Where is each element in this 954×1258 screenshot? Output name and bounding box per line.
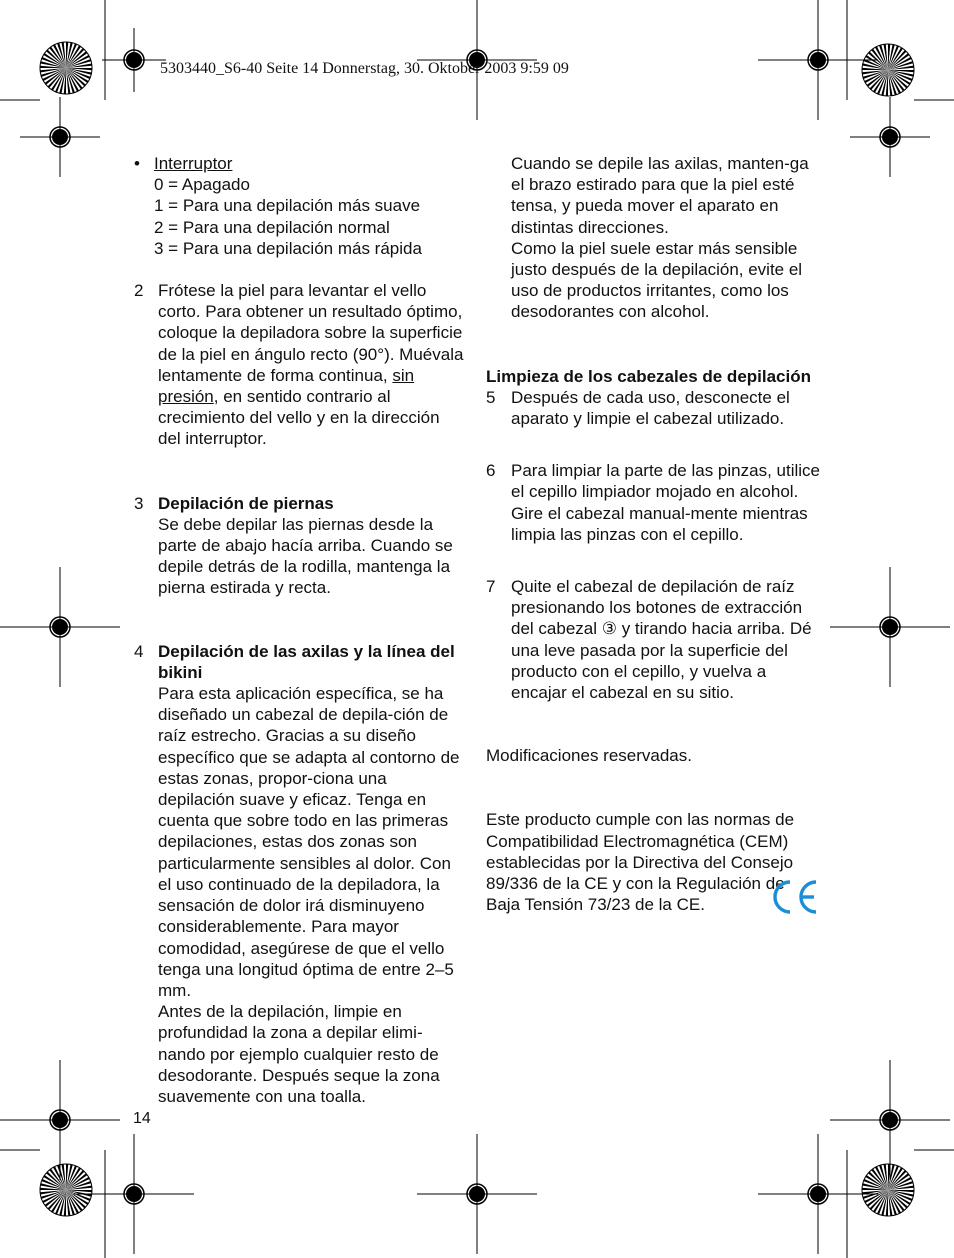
switch-line-0: 0 = Apagado [154, 175, 250, 195]
registration-crosshair [74, 1134, 194, 1254]
step-5-text: Después de cada uso, desconecte el aparato y limpie el cabezal utilizado. [511, 387, 790, 429]
switch-line-2: 2 = Para una depilación normal [154, 217, 390, 237]
modifications-note: Modificaciones reservadas. [486, 746, 692, 766]
registration-crosshair [758, 1134, 878, 1254]
compliance-statement: Este producto cumple con las normas de Compatibilidad Electromagnética (CEM) establecidas por la Directiva del Consejo 89/336 de la CE y con la Regulación de Baja Tensión 73/23 de la CE. [486, 810, 795, 915]
step-7-number: 7 [486, 577, 496, 597]
switch-line-3: 3 = Para una depilación más rápida [154, 238, 422, 258]
axilas-continued [486, 153, 820, 323]
step-3 [134, 493, 464, 599]
step-5 [486, 387, 820, 429]
step-3-title: Depilación de piernas [158, 493, 334, 513]
registration-starburst [40, 42, 92, 94]
right-column [486, 153, 820, 915]
step-2-text-before: Frótese la piel para levantar el vello corto. Para obtener un resultado óptimo, coloque la depiladora sobre la superficie de la piel en ángulo recto (90°). Muévala lentamente de forma continua, [158, 281, 464, 385]
registration-starburst [862, 1164, 914, 1216]
switch-line-1: 1 = Para una depilación más suave [154, 196, 421, 216]
step-5-number: 5 [486, 387, 496, 407]
step-2 [134, 280, 464, 450]
left-column [134, 153, 464, 1107]
registration-crosshair [850, 97, 930, 177]
axilas-paragraph-2: Como la piel suele estar más sensible justo después de la depilación, evite el uso de productos irritantes, como los desodorantes con alcohol. [511, 238, 803, 322]
step-7 [486, 576, 820, 703]
step-6 [486, 460, 820, 545]
step-4-text-2: Antes de la depilación, limpie en profundidad la zona a depilar elimi-nando por ejemplo cualquier resto de desodorante. Después seque la zona suavemente con una toalla. [158, 1002, 440, 1106]
step-4 [134, 641, 464, 1107]
step-2-number: 2 [134, 281, 144, 301]
step-2-text [158, 280, 464, 450]
step-3-number: 3 [134, 493, 144, 513]
step-4-number: 4 [134, 641, 144, 661]
ce-mark-logo [768, 876, 820, 918]
registration-crosshair [758, 0, 878, 120]
registration-crosshair [0, 567, 120, 687]
registration-starburst [862, 44, 914, 96]
registration-crosshair [102, 28, 166, 92]
cleaning-heading: Limpieza de los cabezales de depilación [486, 366, 812, 386]
step-4-title: Depilación de las axilas y la línea del bikini [158, 641, 455, 682]
registration-crosshair [20, 97, 100, 177]
registration-starburst [40, 1164, 92, 1216]
registration-crosshair [0, 1060, 120, 1180]
registration-crosshair [830, 567, 950, 687]
registration-crosshair [417, 1134, 537, 1254]
switch-bullet [134, 153, 464, 259]
step-6-text: Para limpiar la parte de las pinzas, utilice el cepillo limpiador mojado en alcohol. Gire el cabezal manual-mente mientras limpia las pinzas con el cepillo. [511, 461, 820, 544]
registration-crosshair [830, 1060, 950, 1180]
step-3-text: Se debe depilar las piernas desde la parte de abajo hacía arriba. Cuando se depile detrás de la rodilla, mantenga la pierna estirada y recta. [158, 514, 453, 598]
step-2-underlined: sin presión [158, 365, 415, 407]
axilas-paragraph-1: Cuando se depile las axilas, manten-ga el brazo estirado para que la piel esté tensa, y pueda mover el aparato en distintas direcciones. [511, 154, 809, 237]
step-2-text-after: , en sentido contrario al crecimiento del vello y en la dirección del interruptor. [158, 387, 440, 449]
step-6-number: 6 [486, 461, 496, 481]
step-4-text: Para esta aplicación específica, se ha diseñado un cabezal de depila-ción de raíz estrecho. Gracias a su diseño específico que se adapta al contorno de estas zonas, propor-ciona una depilación suave y eficaz. Tenga en cuenta que sobre todo en las primeras depilaciones, estas dos zonas son particularmente sensibles al dolor. Con el uso continuado de la depiladora, la sensación de dolor irá disminuyeno considerablemente. Para mayor comodidad, asegúrese de que el vello tenga una longitud óptima de entre 2–5 mm. [158, 684, 460, 1000]
step-7-text: Quite el cabezal de depilación de raíz presionando los botones de extracción del cabezal ③ y tirando hacia arriba. Dé una leve pasada por la superficie del producto con el cepillo, y vuelva a encajar el cabezal en su sitio. [511, 577, 812, 703]
switch-title: Interruptor [154, 154, 233, 173]
bullet-dot: • [134, 154, 140, 173]
page-number: 14 [133, 1110, 151, 1127]
print-header: 5303440_S6-40 Seite 14 Donnerstag, 30. Oktober 2003 9:59 09 [160, 60, 569, 77]
